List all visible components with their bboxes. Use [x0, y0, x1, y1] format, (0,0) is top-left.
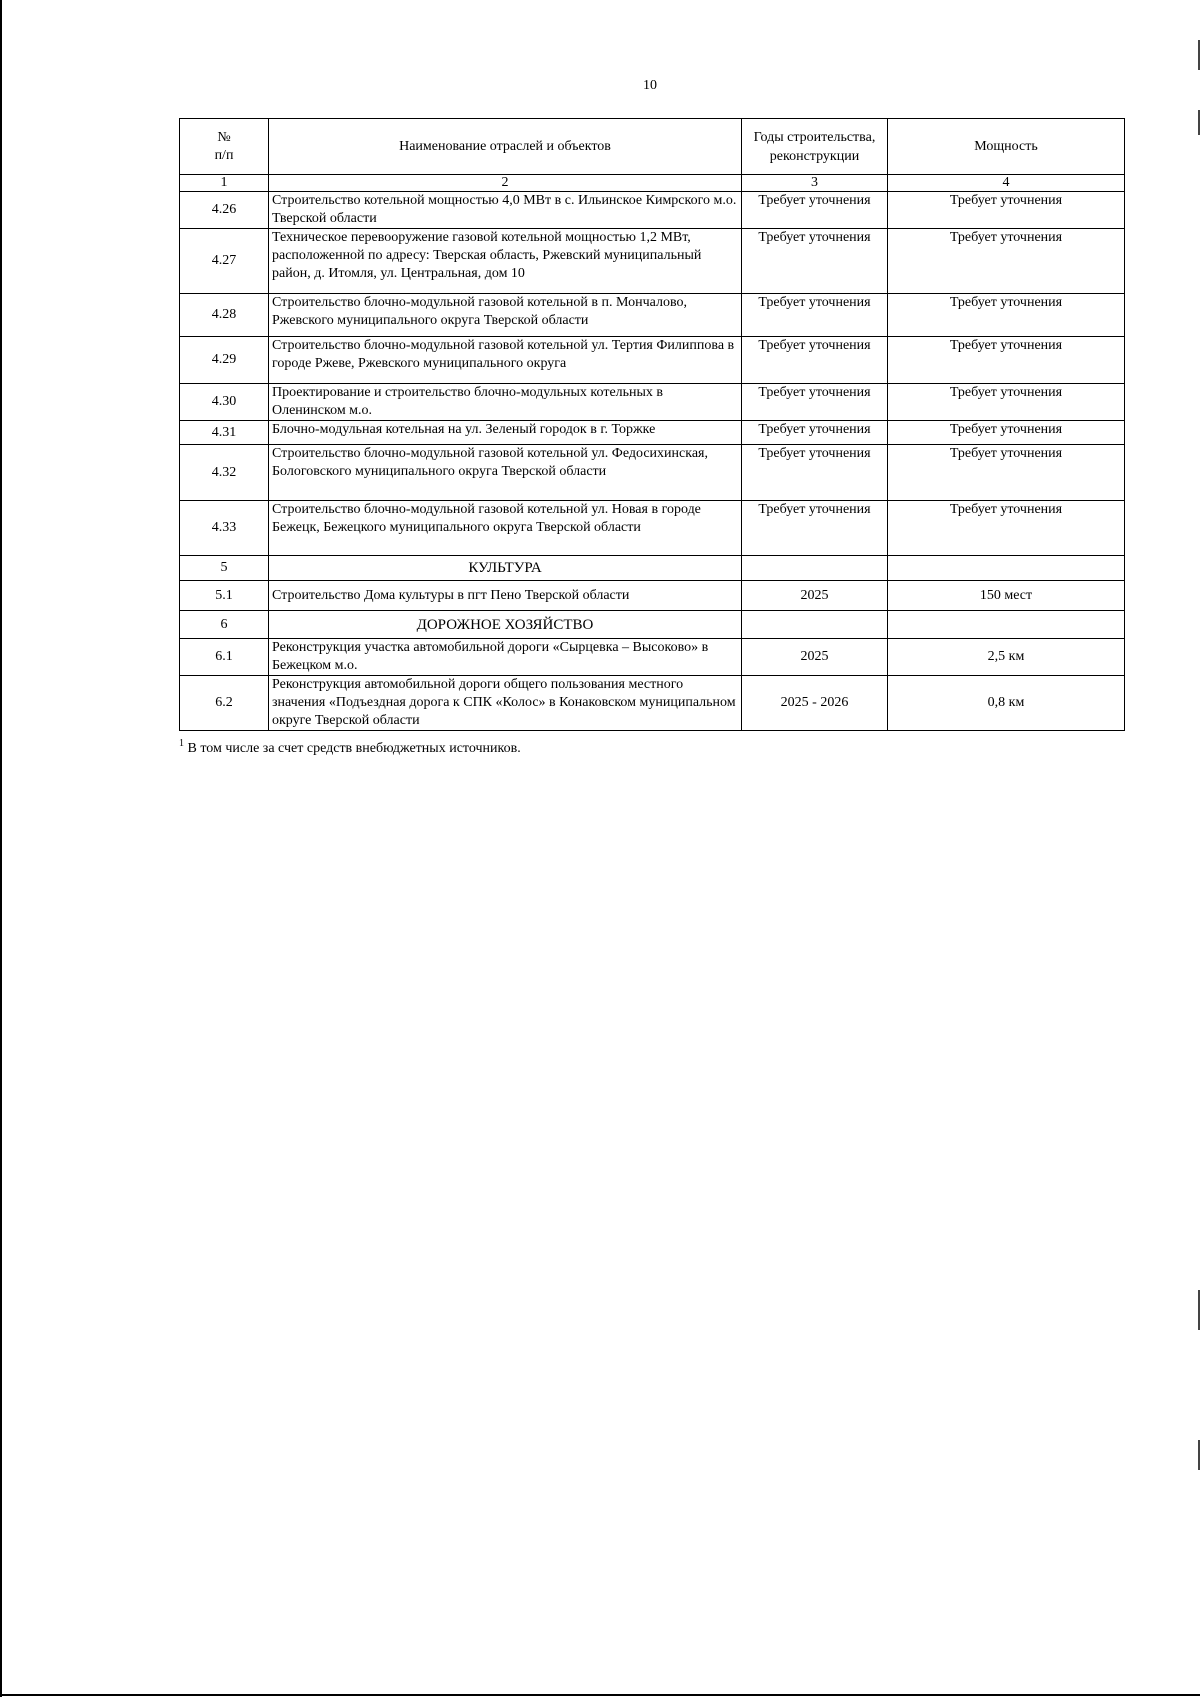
row-years: Требует уточнения — [742, 294, 888, 337]
empty-cell — [742, 556, 888, 581]
row-num: 4.32 — [180, 445, 269, 501]
row-num: 4.28 — [180, 294, 269, 337]
table-row — [180, 294, 1125, 337]
projects-table — [179, 118, 1125, 731]
table-row — [180, 337, 1125, 384]
row-num: 4.33 — [180, 501, 269, 556]
row-num: 4.27 — [180, 229, 269, 294]
row-name: Техническое перевооружение газовой котельной мощностью 1,2 МВт, расположенной по адресу: Тверская область, Ржевский муниципальный район, д. Итомля, ул. Центральная, дом 10 — [269, 229, 742, 294]
row-years: 2025 — [742, 639, 888, 676]
table-row — [180, 421, 1125, 445]
row-power: Требует уточнения — [888, 384, 1125, 421]
row-years: 2025 - 2026 — [742, 676, 888, 731]
column-number: 3 — [742, 175, 888, 192]
row-years: 2025 — [742, 581, 888, 611]
column-number-row — [180, 175, 1125, 192]
row-num: 4.30 — [180, 384, 269, 421]
bottom-border-line — [0, 1694, 1200, 1696]
column-number: 1 — [180, 175, 269, 192]
header-num-line2: п/п — [214, 147, 234, 163]
row-years: Требует уточнения — [742, 229, 888, 294]
row-power: Требует уточнения — [888, 192, 1125, 229]
header-num-line1: № — [217, 129, 231, 145]
row-num: 5.1 — [180, 581, 269, 611]
section-row — [180, 611, 1125, 639]
row-name: Реконструкция автомобильной дороги общего пользования местного значения «Подъездная дорога к СПК «Колос» в Конаковском муниципальном округе Тверской области — [269, 676, 742, 731]
section-num: 6 — [180, 611, 269, 639]
row-power: 2,5 км — [888, 639, 1125, 676]
row-name: Строительство Дома культуры в пгт Пено Тверской области — [269, 581, 742, 611]
row-name: Строительство блочно-модульной газовой котельной ул. Новая в городе Бежецк, Бежецкого муниципального округа Тверской области — [269, 501, 742, 556]
row-years: Требует уточнения — [742, 192, 888, 229]
table-row — [180, 192, 1125, 229]
section-num: 5 — [180, 556, 269, 581]
empty-cell — [888, 556, 1125, 581]
row-num: 4.29 — [180, 337, 269, 384]
row-years: Требует уточнения — [742, 384, 888, 421]
table-row — [180, 501, 1125, 556]
row-name: Строительство блочно-модульной газовой котельной ул. Федосихинская, Бологовского муниципального округа Тверской области — [269, 445, 742, 501]
row-power: 0,8 км — [888, 676, 1125, 731]
header-years-line1: Годы строительства, — [753, 129, 876, 145]
page-number: 10 — [643, 78, 657, 93]
section-title: КУЛЬТУРА — [269, 556, 742, 581]
row-num: 4.26 — [180, 192, 269, 229]
row-years: Требует уточнения — [742, 501, 888, 556]
row-power: 150 мест — [888, 581, 1125, 611]
section-title: ДОРОЖНОЕ ХОЗЯЙСТВО — [269, 611, 742, 639]
empty-cell — [888, 611, 1125, 639]
row-name: Строительство котельной мощностью 4,0 МВт в с. Ильинское Кимрского м.о. Тверской области — [269, 192, 742, 229]
table-row — [180, 229, 1125, 294]
row-name: Блочно-модульная котельная на ул. Зеленый городок в г. Торжке — [269, 421, 742, 445]
table-row — [180, 581, 1125, 611]
column-number: 4 — [888, 175, 1125, 192]
table-header-row — [180, 119, 1125, 175]
row-num: 4.31 — [180, 421, 269, 445]
row-name: Реконструкция участка автомобильной дороги «Сырцевка – Высоково» в Бежецком м.о. — [269, 639, 742, 676]
row-num: 6.1 — [180, 639, 269, 676]
table-row — [180, 384, 1125, 421]
row-years: Требует уточнения — [742, 421, 888, 445]
row-power: Требует уточнения — [888, 229, 1125, 294]
header-num — [180, 119, 269, 175]
footnote-text: В том числе за счет средств внебюджетных источников. — [187, 741, 521, 756]
row-power: Требует уточнения — [888, 421, 1125, 445]
header-name: Наименование отраслей и объектов — [269, 119, 742, 175]
section-row — [180, 556, 1125, 581]
row-num: 6.2 — [180, 676, 269, 731]
table-row — [180, 445, 1125, 501]
footnote-marker: 1 — [179, 738, 184, 749]
left-border-line — [0, 0, 2, 1697]
row-power: Требует уточнения — [888, 445, 1125, 501]
header-years — [742, 119, 888, 175]
row-name: Проектирование и строительство блочно-модульных котельных в Оленинском м.о. — [269, 384, 742, 421]
row-power: Требует уточнения — [888, 337, 1125, 384]
row-name: Строительство блочно-модульной газовой котельной ул. Тертия Филиппова в городе Ржеве, Ржевского муниципального округа — [269, 337, 742, 384]
header-power: Мощность — [888, 119, 1125, 175]
header-years-line2: реконструкции — [769, 148, 860, 164]
row-power: Требует уточнения — [888, 294, 1125, 337]
column-number: 2 — [269, 175, 742, 192]
row-name: Строительство блочно-модульной газовой котельной в п. Мончалово, Ржевского муниципального округа Тверской области — [269, 294, 742, 337]
row-years: Требует уточнения — [742, 337, 888, 384]
table-row — [180, 639, 1125, 676]
row-power: Требует уточнения — [888, 501, 1125, 556]
table-row — [180, 676, 1125, 731]
empty-cell — [742, 611, 888, 639]
footnote — [179, 738, 521, 757]
row-years: Требует уточнения — [742, 445, 888, 501]
